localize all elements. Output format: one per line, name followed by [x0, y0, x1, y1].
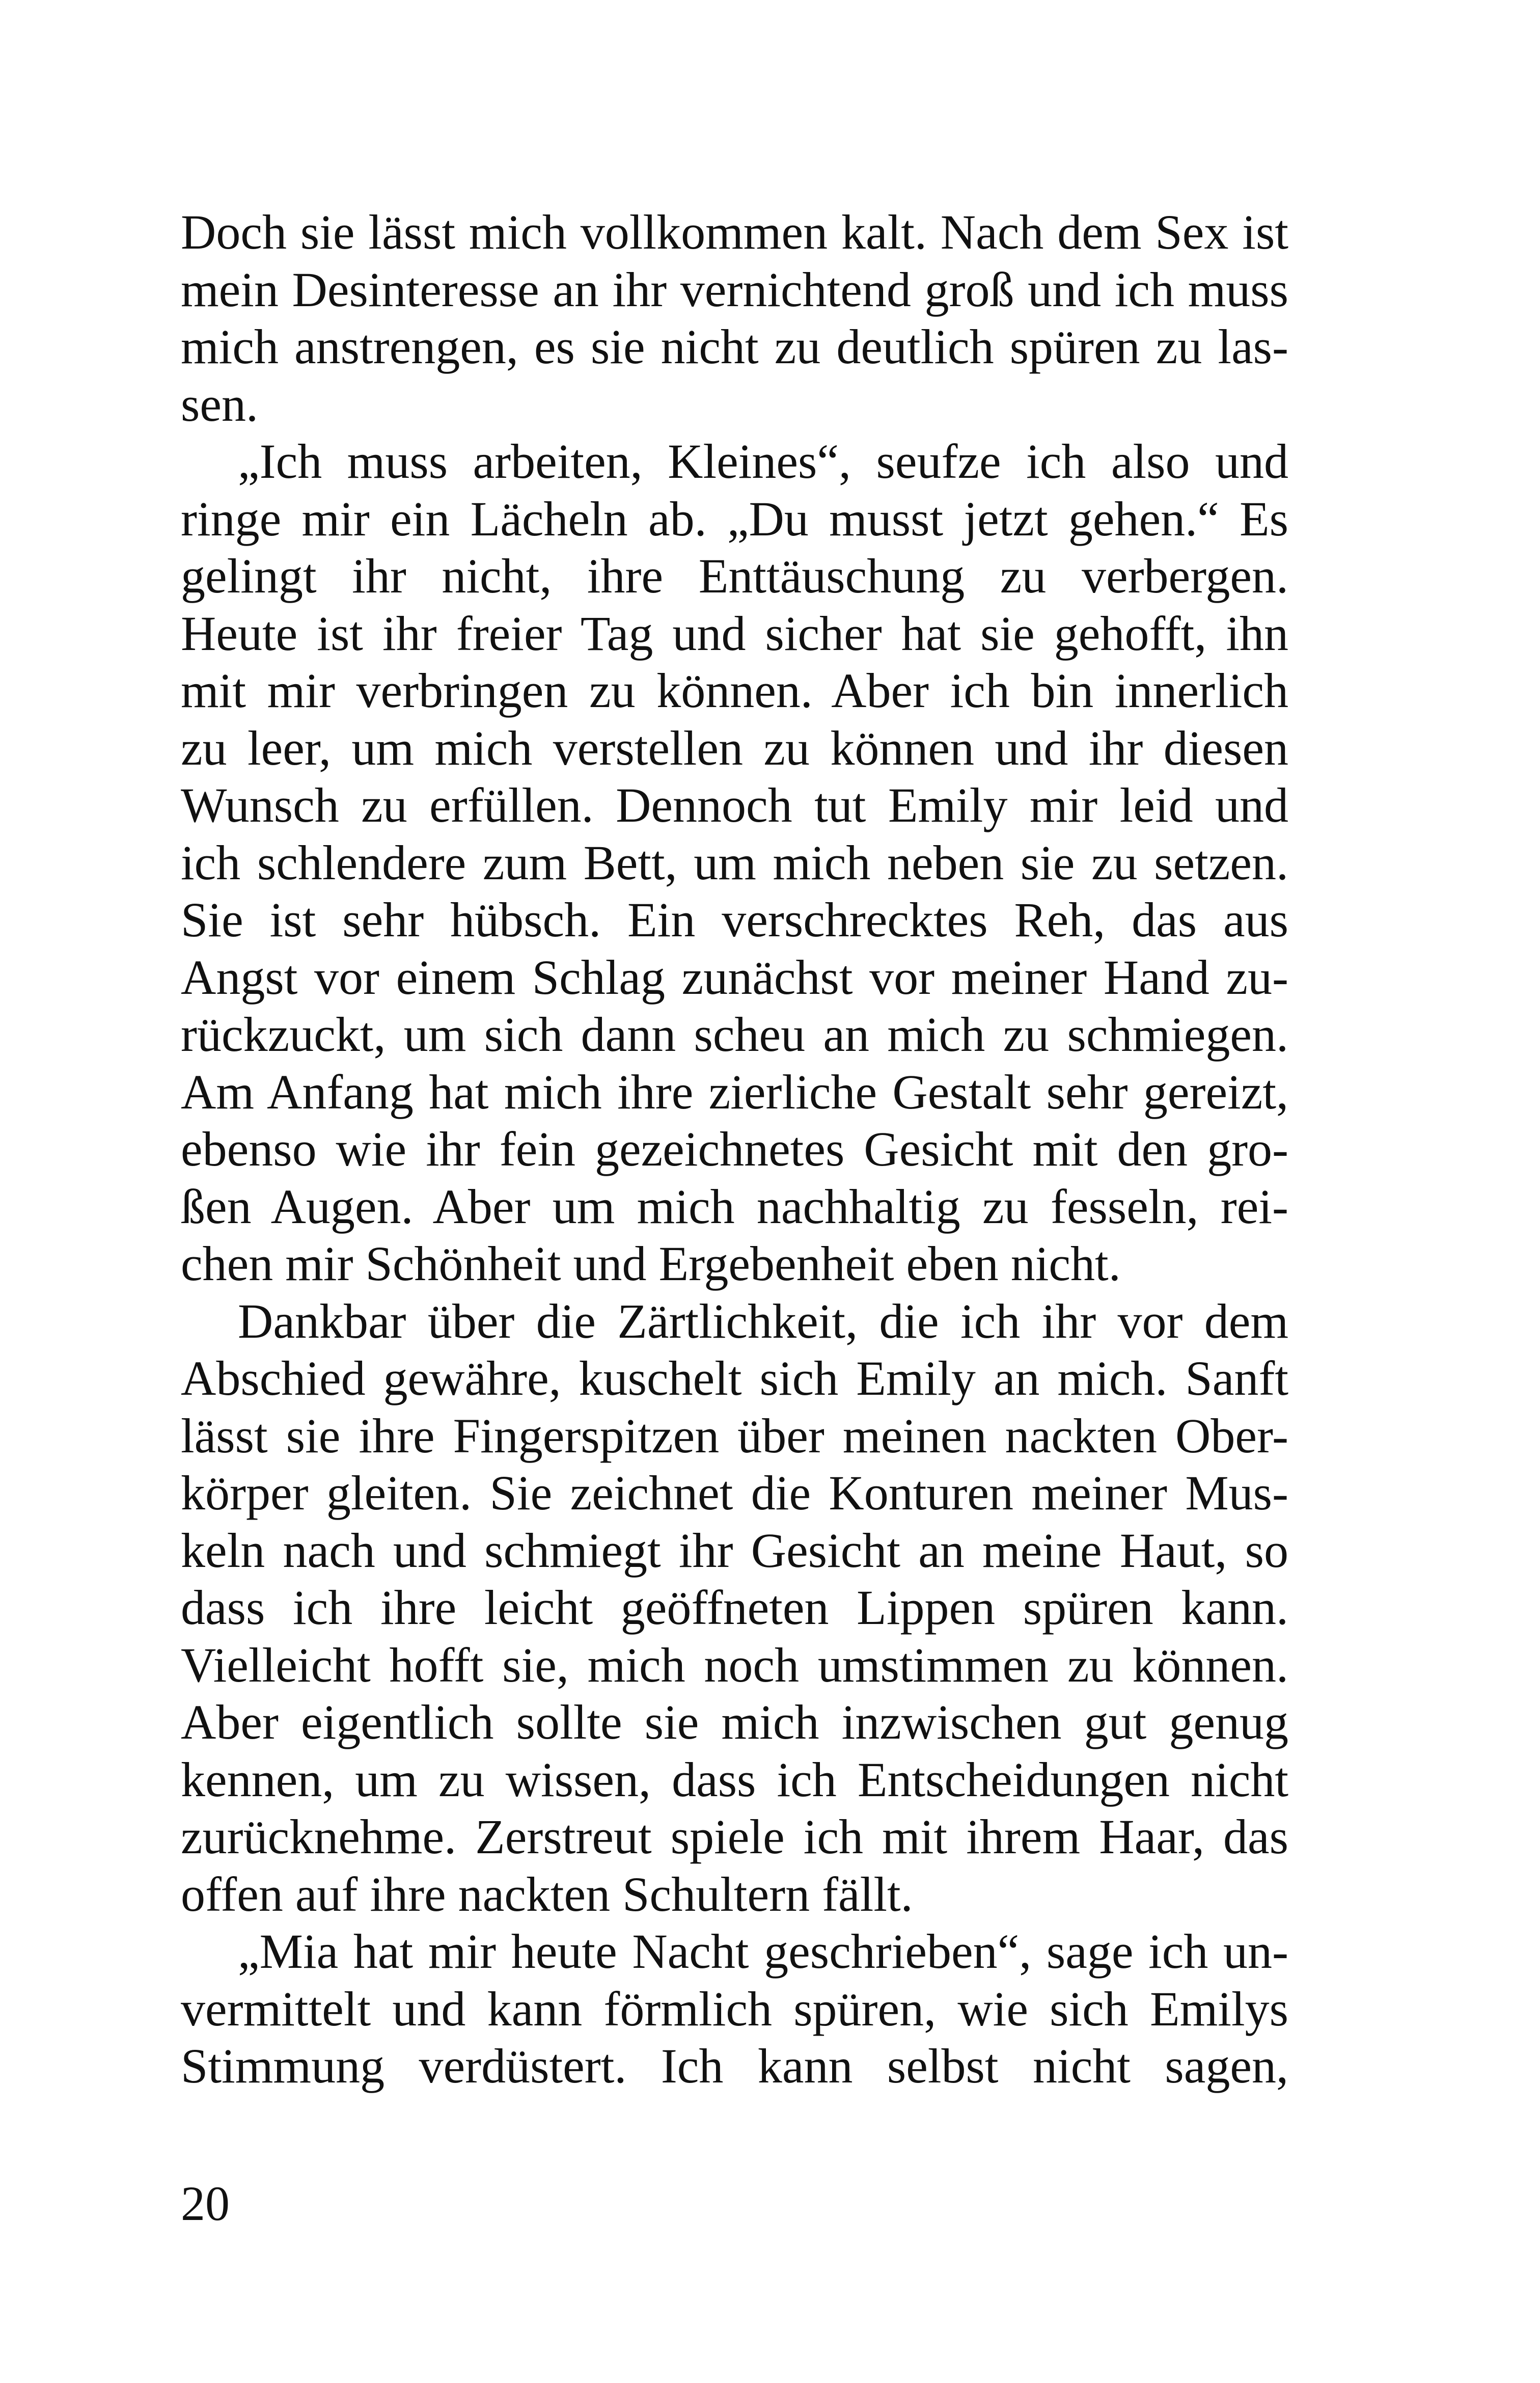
- page-number: 20: [181, 2176, 230, 2231]
- text-line: rückzuckt, um sich dann scheu an mich zu schmiegen.: [181, 1007, 1288, 1062]
- text-line: dass ich ihre leicht geöffneten Lippen spüren kann.: [181, 1580, 1288, 1635]
- text-line: Angst vor einem Schlag zunächst vor meiner Hand zu-: [181, 950, 1288, 1005]
- text-line: Sie ist sehr hübsch. Ein verschrecktes Reh, das aus: [181, 892, 1288, 947]
- text-line: ßen Augen. Aber um mich nachhaltig zu fesseln, rei-: [181, 1179, 1288, 1234]
- text-line: Am Anfang hat mich ihre zierliche Gestalt sehr gereizt,: [181, 1064, 1288, 1119]
- text-line: Stimmung verdüstert. Ich kann selbst nicht sagen,: [181, 2039, 1288, 2093]
- text-line: mein Desinteresse an ihr vernichtend groß und ich muss: [181, 262, 1288, 317]
- text-line: Vielleicht hofft sie, mich noch umstimmen zu können.: [181, 1637, 1288, 1692]
- text-line: mit mir verbringen zu können. Aber ich bin innerlich: [181, 663, 1288, 718]
- body-text: [181, 204, 1288, 2095]
- text-line: zu leer, um mich verstellen zu können und ihr diesen: [181, 720, 1288, 775]
- text-line: ebenso wie ihr fein gezeichnetes Gesicht mit den gro-: [181, 1122, 1288, 1176]
- text-line: chen mir Schönheit und Ergebenheit eben nicht.: [181, 1236, 1121, 1291]
- text-line: „Ich muss arbeiten, Kleines“, seufze ich also und: [238, 434, 1288, 489]
- text-line: Wunsch zu erfüllen. Dennoch tut Emily mir leid und: [181, 778, 1288, 832]
- text-line: lässt sie ihre Fingerspitzen über meinen nackten Ober-: [181, 1408, 1288, 1463]
- text-line: Abschied gewähre, kuschelt sich Emily an mich. Sanft: [181, 1351, 1288, 1405]
- text-line: Heute ist ihr freier Tag und sicher hat sie gehofft, ihn: [181, 606, 1288, 661]
- text-line: keln nach und schmiegt ihr Gesicht an meine Haut, so: [181, 1523, 1288, 1578]
- text-line: „Mia hat mir heute Nacht geschrieben“, sage ich un-: [238, 1924, 1288, 1979]
- text-line: ich schlendere zum Bett, um mich neben sie zu setzen.: [181, 835, 1288, 890]
- text-line: zurücknehme. Zerstreut spiele ich mit ihrem Haar, das: [181, 1809, 1288, 1864]
- text-line: körper gleiten. Sie zeichnet die Konturen meiner Mus-: [181, 1466, 1288, 1520]
- text-line: ringe mir ein Lächeln ab. „Du musst jetzt gehen.“ Es: [181, 491, 1288, 546]
- text-line: sen.: [181, 376, 258, 431]
- text-line: mich anstrengen, es sie nicht zu deutlich spüren zu las-: [181, 319, 1288, 374]
- text-line: Dankbar über die Zärtlichkeit, die ich ihr vor dem: [238, 1293, 1288, 1348]
- text-line: gelingt ihr nicht, ihre Enttäuschung zu verbergen.: [181, 549, 1288, 603]
- text-line: kennen, um zu wissen, dass ich Entscheidungen nicht: [181, 1752, 1288, 1807]
- text-line: Doch sie lässt mich vollkommen kalt. Nach dem Sex ist: [181, 205, 1288, 259]
- text-line: vermittelt und kann förmlich spüren, wie sich Emilys: [181, 1981, 1288, 2036]
- text-line: offen auf ihre nackten Schultern fällt.: [181, 1866, 913, 1921]
- text-line: Aber eigentlich sollte sie mich inzwischen gut genug: [181, 1695, 1288, 1749]
